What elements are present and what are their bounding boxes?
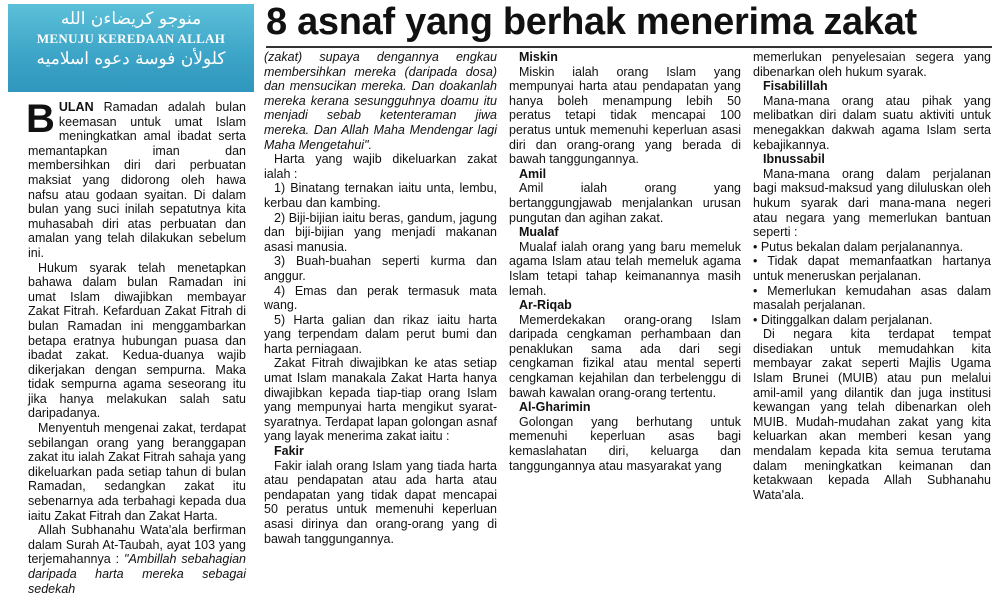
paragraph	[28, 523, 246, 596]
article-column-2	[264, 50, 497, 546]
section-heading-miskin: Miskin	[519, 50, 558, 64]
banner-arabic-bottom: كلولأن فوسة دعوه اسلاميه	[36, 49, 226, 69]
paragraph-text: Ramadan adalah bulan keemasan untuk umat Islam meningkatkan amal ibadat serta memantapkan iman dan membersihkan diri dari perbuatan maksiat yang didorong oleh hawa nafsu atau godaan syaitan. Di dalam bulan yang suci inilah sepatutnya kita muhasabah diri atas perbuatan dan amalan yang telah dilakukan sebelum ini.	[28, 100, 246, 260]
paragraph: Miskin ialah orang Islam yang mempunyai harta atau pendapatan yang hanya boleh menampung lebih 50 peratus tetapi tidak mencapai 100 peratus untuk memenuhi keperluan asasi diri dan orang-orang yang berada di bawah tanggungannya.	[509, 64, 741, 167]
masthead-banner	[8, 4, 254, 92]
list-item: • Ditinggalkan dalam perjalanan.	[753, 312, 933, 327]
paragraph: Memerdekakan orang-orang Islam daripada cengkaman perhambaan dan penaklukan sama ada dari segi cengkaman fizikal atau mental seperti cengkaman kejahilan dan terbelenggu di bawah kawalan orang-orang tertentu.	[509, 312, 741, 400]
section-heading-al-gharimin: Al-Gharimin	[519, 400, 591, 415]
paragraph: Zakat Fitrah diwajibkan ke atas setiap umat Islam manakala Zakat Harta hanya diwajibkan kepada tiap-tiap orang Islam yang mempunyai harta mengikut syarat-syaratnya. Terdapat lapan golongan asnaf yang layak menerima zakat iaitu :	[264, 356, 497, 444]
article-column-1	[26, 97, 246, 596]
drop-cap: B	[26, 97, 55, 141]
banner-title: MENUJU KEREDAAN ALLAH	[36, 31, 226, 46]
zakat-items-list	[264, 181, 497, 356]
section-heading-ar-riqab: Ar-Riqab	[519, 298, 572, 313]
article-headline: 8 asnaf yang berhak menerima zakat	[266, 1, 917, 43]
list-item: 5) Harta galian dan rikaz iaitu harta yang terpendam dalam perut bumi dan harta perniagaan.	[264, 312, 497, 356]
lead-word: ULAN	[58, 100, 94, 114]
section-heading-fakir: Fakir	[274, 444, 304, 459]
paragraph: Mana-mana orang dalam perjalanan bagi maksud-maksud yang diluluskan oleh hukum syarak dari mana-mana negeri atau negara yang memerlukan bantuan seperti :	[753, 166, 991, 240]
paragraph: Harta yang wajib dikeluarkan zakat ialah :	[264, 152, 497, 181]
paragraph: memerlukan penyelesaian segera yang dibenarkan oleh hukum syarak.	[753, 50, 991, 79]
paragraph: Hukum syarak telah menetapkan bahawa dalam bulan Ramadan ini umat Islam diwajibkan membayar Zakat Fitrah. Kefarduan Zakat Fitrah di bulan Ramadan ini menggambarkan betapa eratnya hubungan puasa dan ibadat zakat. Kedua-duanya wajib dikerjakan dengan sempurna. Maka tidak sempurna agama seseorang itu jika hanya melakukan salah satu daripadanya.	[28, 260, 246, 421]
paragraph: Di negara kita terdapat tempat disediakan untuk memudahkan kita membayar zakat seperti Majlis Ugama Islam Brunei (MUIB) atau pun melalui amil-amil yang dilantik dan juga institusi kewangan yang telah dibenarkan oleh MUIB. Mudah-mudahan zakat yang kita keluarkan akan memberi kesan yang mendalam kepada kita semua terutama dalam meningkatkan keimanan dan ketakwaan kepada Allah Subhanahu Wata'ala.	[753, 327, 991, 502]
headline-divider	[266, 46, 992, 48]
list-item: • Memerlukan kemudahan asas dalam masalah perjalanan.	[753, 283, 991, 313]
section-heading-ibnussabil: Ibnussabil	[763, 152, 825, 167]
paragraph	[26, 97, 246, 261]
paragraph: Mualaf ialah orang yang baru memeluk agama Islam atau telah memeluk agama Islam tetapi tahap keimanannya masih lemah.	[509, 239, 741, 298]
article-column-4	[753, 50, 991, 502]
banner-arabic-top: منوجو كريضاءن الله	[60, 9, 202, 29]
section-heading-amil: Amil	[519, 166, 547, 181]
list-item: • Putus bekalan dalam perjalanannya.	[753, 239, 964, 254]
article-column-3	[509, 50, 741, 473]
list-item: • Tidak dapat memanfaatkan hartanya untuk meneruskan perjalanan.	[753, 254, 991, 283]
paragraph: Fakir ialah orang Islam yang tiada harta atau pendapatan atau ada harta atau pendapatan yang tidak dapat mencapai 50 peratus untuk memenuhi keperluan asasi dirinya dan orang-orang yang di bawah tanggungannya.	[264, 458, 497, 546]
paragraph: Mana-mana orang atau pihak yang melibatkan diri dalam suatu aktiviti untuk menegakkan dakwah agama Islam serta kebajikannya.	[753, 93, 991, 152]
list-item: 2) Biji-bijian iaitu beras, gandum, jagung dan biji-bijian yang menjadi makanan asasi manusia.	[264, 210, 497, 254]
quote-paragraph: (zakat) supaya dengannya engkau membersihkan mereka (daripada dosa) dan mensucikan mereka. Dan doakanlah mereka kerana sesungguhnya doamu itu menjadi sebab ketenteraman jiwa mereka. Dan Allah Maha Mendengar lagi Maha Mengetahui".	[264, 50, 497, 152]
list-item: 3) Buah-buahan seperti kurma dan anggur.	[264, 254, 497, 283]
list-item: 1) Binatang ternakan iaitu unta, lembu, kerbau dan kambing.	[264, 181, 497, 210]
list-item: 4) Emas dan perak termasuk mata wang.	[264, 283, 497, 313]
section-heading-fisabilillah: Fisabilillah	[763, 79, 828, 94]
section-heading-mualaf: Mualaf	[519, 225, 559, 240]
paragraph: Menyentuh mengenai zakat, terdapat sebilangan orang yang beranggapan zakat itu ialah Zakat Fitrah sahaja yang dikeluarkan pada setiap tahun di bulan Ramadan, sedangkan zakat itu sebenarnya ada terbahagi kepada dua iaitu Zakat Fitrah dan Zakat Harta.	[28, 421, 246, 523]
paragraph: Golongan yang berhutang untuk memenuhi keperluan asas bagi kemaslahatan diri, keluarga dan tanggungannya atau masyarakat yang	[509, 414, 741, 473]
paragraph: Amil ialah orang yang bertanggungjawab menjalankan urusan pungutan dan agihan zakat.	[509, 181, 741, 225]
paragraph-text: Allah Subhanahu Wata'ala berfirman dalam Surah At-Taubah, ayat 103 yang terjemahannya :	[28, 523, 246, 567]
quote-text: "Ambillah sebahagian daripada harta mereka sebagai sedekah	[28, 552, 246, 596]
ibnussabil-needs-list	[753, 240, 991, 328]
